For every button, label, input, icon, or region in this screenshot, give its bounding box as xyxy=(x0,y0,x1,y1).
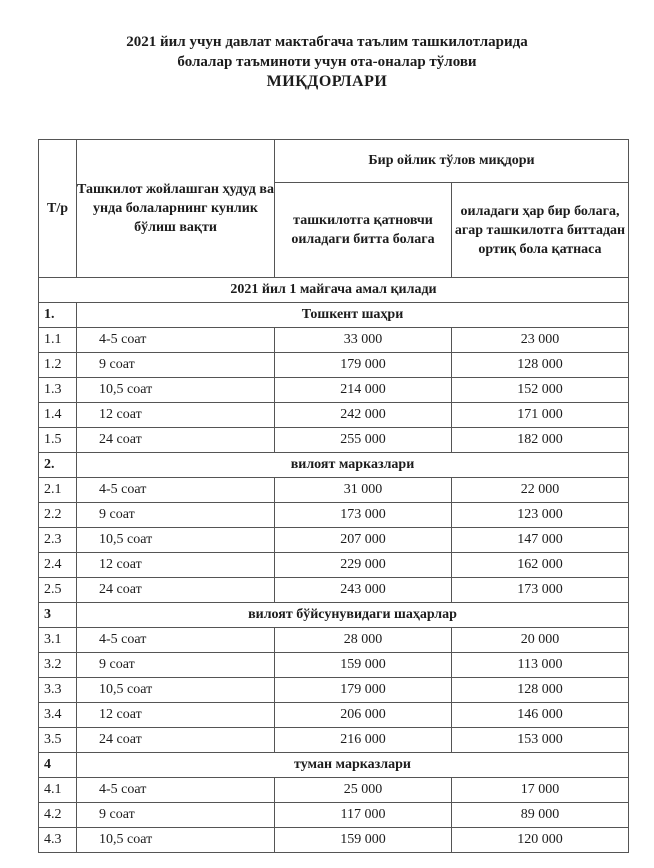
header-num: Т/р xyxy=(39,140,77,278)
row-duration: 12 соат xyxy=(77,703,275,728)
row-duration: 4-5 соат xyxy=(77,778,275,803)
row-fee-single: 179 000 xyxy=(275,353,452,378)
row-number: 1.4 xyxy=(39,403,77,428)
section-number: 3 xyxy=(39,603,77,628)
table-row xyxy=(39,528,629,553)
header-each-child: оиладаги ҳар бир болага, агар ташкилотга биттадан ортиқ бола қатнаса xyxy=(452,183,629,278)
table-row xyxy=(39,728,629,753)
section-number: 1. xyxy=(39,303,77,328)
row-number: 1.5 xyxy=(39,428,77,453)
table-row xyxy=(39,828,629,853)
header-single-child: ташкилотга қатновчи оиладаги битта болага xyxy=(275,183,452,278)
title-line-2: болалар таъминоти учун ота-оналар тўлови xyxy=(177,54,477,70)
row-fee-single: 173 000 xyxy=(275,503,452,528)
title-line-3: МИҚДОРЛАРИ xyxy=(266,73,388,90)
row-duration: 4-5 соат xyxy=(77,328,275,353)
section-name: Тошкент шаҳри xyxy=(77,303,629,328)
section-row xyxy=(39,753,629,778)
row-fee-each: 128 000 xyxy=(452,678,629,703)
row-fee-each: 22 000 xyxy=(452,478,629,503)
row-fee-each: 146 000 xyxy=(452,703,629,728)
row-duration: 9 соат xyxy=(77,353,275,378)
row-number: 3.4 xyxy=(39,703,77,728)
row-fee-each: 23 000 xyxy=(452,328,629,353)
table-row xyxy=(39,403,629,428)
row-duration: 9 соат xyxy=(77,653,275,678)
row-fee-single: 255 000 xyxy=(275,428,452,453)
row-duration: 9 соат xyxy=(77,503,275,528)
row-number: 2.3 xyxy=(39,528,77,553)
table-row xyxy=(39,653,629,678)
row-duration: 24 соат xyxy=(77,728,275,753)
section-name: вилоят марказлари xyxy=(77,453,629,478)
table-row xyxy=(39,778,629,803)
row-fee-single: 31 000 xyxy=(275,478,452,503)
table-row xyxy=(39,578,629,603)
table-row xyxy=(39,428,629,453)
row-number: 2.2 xyxy=(39,503,77,528)
row-fee-single: 179 000 xyxy=(275,678,452,703)
row-duration: 12 соат xyxy=(77,403,275,428)
section-number: 2. xyxy=(39,453,77,478)
header-location: Ташкилот жойлашган ҳудуд ва унда болаларнинг кунлик бўлиш вақти xyxy=(77,140,275,278)
row-duration: 12 соат xyxy=(77,553,275,578)
row-fee-single: 242 000 xyxy=(275,403,452,428)
row-number: 2.1 xyxy=(39,478,77,503)
row-fee-each: 128 000 xyxy=(452,353,629,378)
row-number: 3.5 xyxy=(39,728,77,753)
row-fee-each: 162 000 xyxy=(452,553,629,578)
row-number: 3.1 xyxy=(39,628,77,653)
table-row xyxy=(39,703,629,728)
section-name: туман марказлари xyxy=(77,753,629,778)
section-number: 4 xyxy=(39,753,77,778)
row-fee-each: 123 000 xyxy=(452,503,629,528)
row-duration: 10,5 соат xyxy=(77,378,275,403)
row-duration: 4-5 соат xyxy=(77,628,275,653)
header-monthly: Бир ойлик тўлов миқдори xyxy=(275,140,629,183)
row-fee-single: 28 000 xyxy=(275,628,452,653)
row-fee-single: 159 000 xyxy=(275,653,452,678)
row-fee-each: 20 000 xyxy=(452,628,629,653)
row-fee-single: 159 000 xyxy=(275,828,452,853)
row-fee-each: 171 000 xyxy=(452,403,629,428)
row-duration: 24 соат xyxy=(77,428,275,453)
section-row xyxy=(39,453,629,478)
row-duration: 10,5 соат xyxy=(77,528,275,553)
table-row xyxy=(39,678,629,703)
row-number: 1.2 xyxy=(39,353,77,378)
row-fee-each: 153 000 xyxy=(452,728,629,753)
section-name: вилоят бўйсунувидаги шаҳарлар xyxy=(77,603,629,628)
table-row xyxy=(39,353,629,378)
table-row xyxy=(39,553,629,578)
row-number: 4.3 xyxy=(39,828,77,853)
table-row xyxy=(39,503,629,528)
row-fee-single: 33 000 xyxy=(275,328,452,353)
document-title xyxy=(0,32,654,92)
row-fee-single: 117 000 xyxy=(275,803,452,828)
row-fee-each: 113 000 xyxy=(452,653,629,678)
row-number: 4.1 xyxy=(39,778,77,803)
row-fee-each: 120 000 xyxy=(452,828,629,853)
row-number: 2.5 xyxy=(39,578,77,603)
table-row xyxy=(39,803,629,828)
validity-banner: 2021 йил 1 майгача амал қилади xyxy=(39,278,629,303)
row-fee-each: 89 000 xyxy=(452,803,629,828)
section-row xyxy=(39,303,629,328)
row-duration: 24 соат xyxy=(77,578,275,603)
table-row xyxy=(39,628,629,653)
table-body xyxy=(39,278,629,853)
row-fee-each: 147 000 xyxy=(452,528,629,553)
row-fee-each: 173 000 xyxy=(452,578,629,603)
row-number: 1.1 xyxy=(39,328,77,353)
row-fee-single: 207 000 xyxy=(275,528,452,553)
row-fee-single: 216 000 xyxy=(275,728,452,753)
row-duration: 9 соат xyxy=(77,803,275,828)
title-line-1: 2021 йил учун давлат мактабгача таълим ташкилотларида xyxy=(126,34,528,50)
row-number: 2.4 xyxy=(39,553,77,578)
row-fee-single: 229 000 xyxy=(275,553,452,578)
row-fee-single: 214 000 xyxy=(275,378,452,403)
row-duration: 10,5 соат xyxy=(77,678,275,703)
table-row xyxy=(39,478,629,503)
row-fee-each: 182 000 xyxy=(452,428,629,453)
row-number: 3.3 xyxy=(39,678,77,703)
row-duration: 4-5 соат xyxy=(77,478,275,503)
row-fee-single: 25 000 xyxy=(275,778,452,803)
row-fee-each: 17 000 xyxy=(452,778,629,803)
table-row xyxy=(39,378,629,403)
row-number: 3.2 xyxy=(39,653,77,678)
row-fee-single: 206 000 xyxy=(275,703,452,728)
section-row xyxy=(39,603,629,628)
row-fee-single: 243 000 xyxy=(275,578,452,603)
row-duration: 10,5 соат xyxy=(77,828,275,853)
row-fee-each: 152 000 xyxy=(452,378,629,403)
table-row xyxy=(39,328,629,353)
fees-table xyxy=(38,139,629,853)
row-number: 1.3 xyxy=(39,378,77,403)
row-number: 4.2 xyxy=(39,803,77,828)
